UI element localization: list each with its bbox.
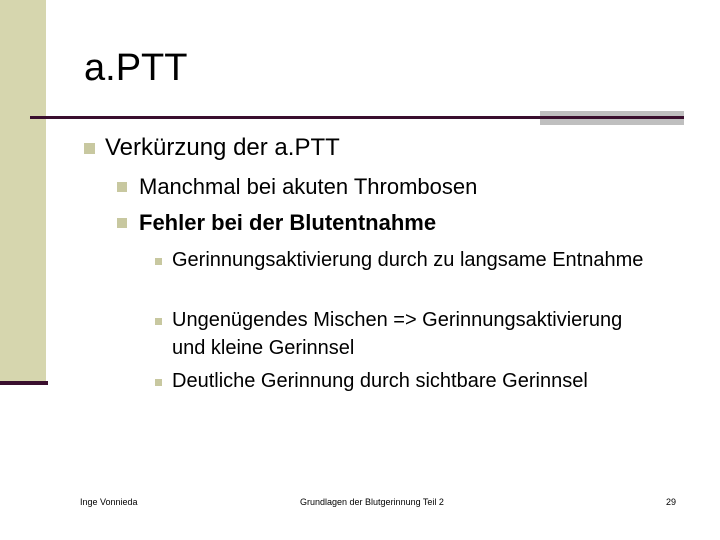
bullet-level2-item bbox=[117, 209, 436, 236]
bullet-level2-text: Manchmal bei akuten Thrombosen bbox=[139, 174, 478, 199]
bullet-level3-item bbox=[155, 246, 652, 274]
square-bullet-icon bbox=[84, 143, 95, 154]
bullet-level3-text: Deutliche Gerinnung durch sichtbare Gerinnsel bbox=[172, 370, 588, 392]
bullet-level2-item bbox=[117, 173, 477, 200]
left-band-underline bbox=[0, 381, 48, 385]
slide-title: a.PTT bbox=[84, 47, 188, 89]
square-bullet-icon bbox=[117, 218, 127, 228]
square-bullet-icon bbox=[155, 318, 162, 325]
bullet-level1-text: Verkürzung der a.PTT bbox=[105, 134, 340, 161]
bullet-level1 bbox=[84, 133, 340, 163]
bullet-level3-text: Ungenügendes Mischen => Gerinnungsaktivierung und kleine Gerinnsel bbox=[172, 309, 623, 359]
bullet-level3-item bbox=[155, 306, 652, 362]
left-decorative-band bbox=[0, 0, 46, 383]
footer-topic: Grundlagen der Blutgerinnung Teil 2 bbox=[300, 497, 444, 507]
footer-author: Inge Vonnieda bbox=[80, 497, 138, 507]
bullet-level2-text: Fehler bei der Blutentnahme bbox=[139, 210, 437, 235]
bullet-level3-item bbox=[155, 367, 652, 395]
title-rule-accent bbox=[540, 116, 684, 119]
square-bullet-icon bbox=[155, 379, 162, 386]
square-bullet-icon bbox=[117, 182, 127, 192]
footer-page-number: 29 bbox=[666, 497, 677, 507]
square-bullet-icon bbox=[155, 258, 162, 265]
bullet-level3-text: Gerinnungsaktivierung durch zu langsame Entnahme bbox=[172, 249, 644, 271]
